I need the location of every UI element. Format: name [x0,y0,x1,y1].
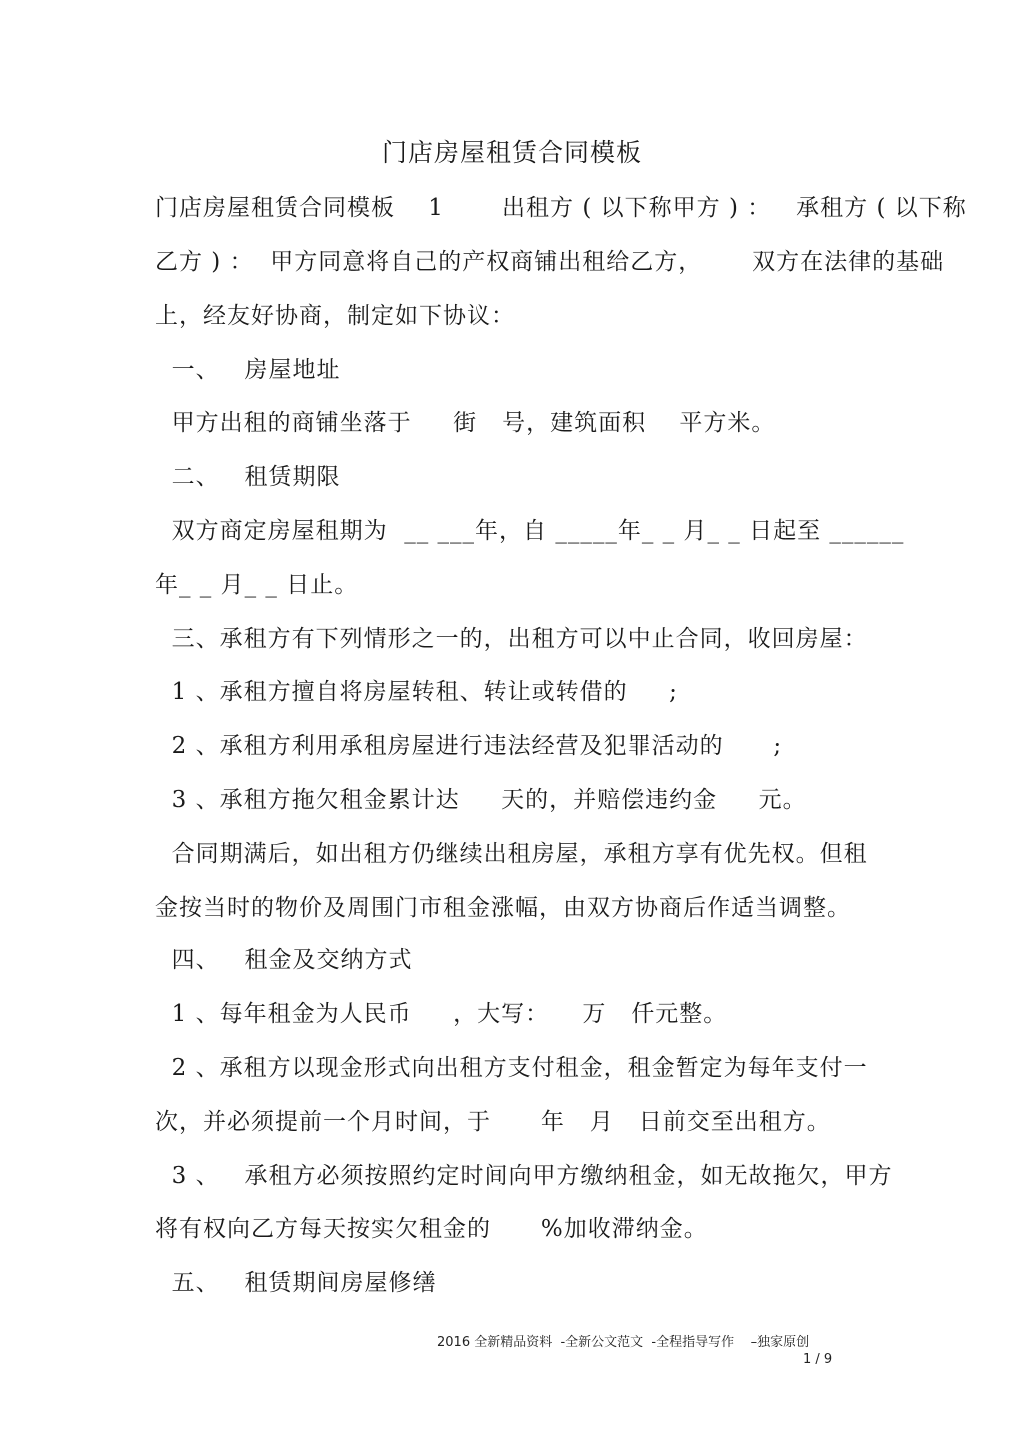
body-line: 门店房屋租赁合同模板 1 出租方 ( 以下称甲方 ) ： 承租方 ( 以下称 [155,195,967,221]
section-heading: 五、 租赁期间房屋修缮 [155,1270,437,1296]
document-title: 门店房屋租赁合同模板 [381,138,642,167]
list-item: 3 、 承租方必须按照约定时间向甲方缴纳租金，如无故拖欠，甲方 [155,1163,893,1189]
body-line: 乙方 ) ： 甲方同意将自己的产权商铺出租给乙方， 双方在法律的基础 [155,249,945,275]
body-line: 合同期满后，如出租方仍继续出租房屋，承租方享有优先权。但租 [155,841,868,867]
section-heading: 四、 租金及交纳方式 [155,947,413,973]
body-line: 年_ _ 月_ _ 日止。 [155,572,359,598]
body-line: 金按当时的物价及周围门市租金涨幅，由双方协商后作适当调整。 [155,895,851,921]
body-line: 上，经友好协商，制定如下协议： [155,303,515,329]
footer-tagline: 2016 全新精品资料 -全新公文范文 -全程指导写作 –独家原创 [437,1335,810,1350]
body-line: 双方商定房屋租期为 __ ___年，自 _____年_ _ 月_ _ 日起至 ______ [155,518,905,544]
body-line: 次，并必须提前一个月时间，于 年 月 日前交至出租方。 [155,1109,831,1135]
section-heading: 二、 租赁期限 [155,464,341,490]
section-heading: 三、承租方有下列情形之一的，出租方可以中止合同，收回房屋： [155,626,868,652]
list-item: 3 、承租方拖欠租金累计达 天的，并赔偿违约金 元。 [155,787,807,813]
list-item: 2 、承租方以现金形式向出租方支付租金，租金暂定为每年支付一 [155,1055,868,1081]
list-item: 2 、承租方利用承租房屋进行违法经营及犯罪活动的 ; [155,733,783,759]
list-item: 1 、每年租金为人民币 ，大写： 万 仟元整。 [155,1001,728,1027]
body-line: 甲方出租的商铺坐落于 街 号，建筑面积 平方米。 [155,410,776,436]
list-item: 1 、承租方擅自将房屋转租、转让或转借的 ; [155,679,678,705]
page-number: 1 / 9 [803,1352,833,1367]
section-heading: 一、 房屋地址 [155,357,341,383]
body-line: 将有权向乙方每天按实欠租金的 %加收滞纳金。 [155,1216,708,1242]
